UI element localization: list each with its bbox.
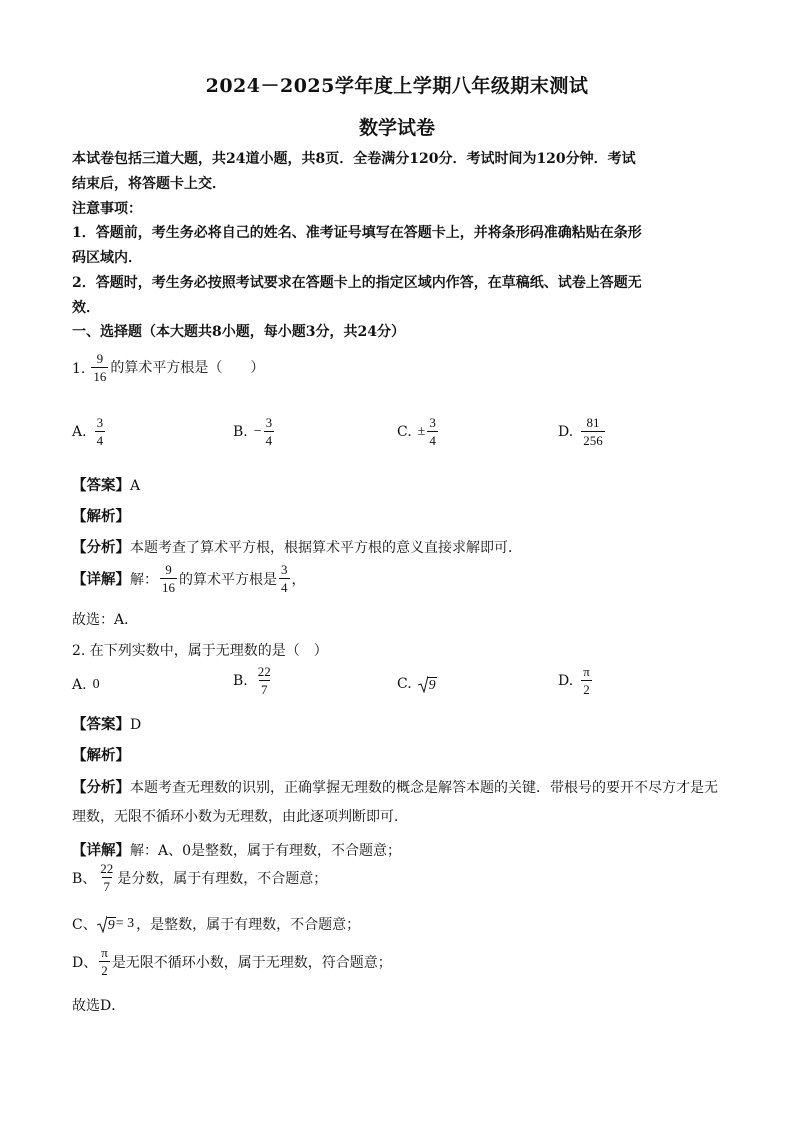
q2-detail-c: C、 9 = 3 ，是整数，属于有理数，不合题意； bbox=[72, 916, 361, 933]
q2-answer: 【答案】D bbox=[72, 716, 142, 733]
exam-subtitle: 数学试卷 bbox=[358, 117, 435, 139]
q2-fenxi-line-1: 【分析】本题考查无理数的识别，正确掌握无理数的概念是解答本题的关键．带根号的要开不尽方才是无 bbox=[72, 779, 718, 796]
q2-conclusion: 故选D． bbox=[72, 998, 126, 1014]
q2-fenxi-line-2: 理数，无限不循环小数为无理数，由此逐项判断即可． bbox=[72, 809, 408, 825]
q1-option-c: C. ± $\frac{3}{4}$ bbox=[397, 415, 436, 448]
question-1-number: 1. bbox=[72, 361, 86, 377]
question-1-stem: 1. $\frac{9}{16}$ 的算术平方根是（ ） bbox=[72, 351, 265, 384]
q1-answer: 【答案】A bbox=[72, 477, 141, 494]
note-1-line-1: 1．答题前，考生务必将自己的姓名、准考证号填写在答题卡上，并将条形码准确粘贴在条形 bbox=[72, 225, 642, 241]
q1-option-a: A. $\frac{3}{4}$ bbox=[72, 415, 104, 448]
note-2-line-2: 效． bbox=[72, 300, 100, 316]
intro-line-2: 结束后，将答题卡上交． bbox=[72, 176, 226, 192]
q1-detail: 【详解】 解： $\frac{9}{16}$ 的算术平方根是 $\frac{3}{4}$ ， bbox=[72, 562, 306, 595]
notes-heading: 注意事项： bbox=[72, 201, 142, 217]
q2-option-d: D. $\frac{\pi}{2}$ bbox=[558, 664, 590, 697]
sqrt-symbol: 9 bbox=[97, 915, 116, 933]
q2-detail-a: 【详解】解：A、0是整数，属于有理数，不合题意； bbox=[72, 842, 402, 859]
q2-option-b: B. $\frac{22}{7}$ bbox=[233, 664, 271, 697]
question-2-stem: 2. 在下列实数中，属于无理数的是（ ） bbox=[72, 643, 328, 659]
q2-detail-b: B、 $\frac{22}{7}$ 是分数，属于有理数，不合题意； bbox=[72, 861, 328, 894]
q2-detail-d: D、 $\frac{\pi}{2}$ 是无限不循环小数，属于无理数，符合题意； bbox=[72, 945, 392, 978]
q1-conclusion: 故选：A． bbox=[72, 612, 139, 628]
q1-fenxi: 【分析】本题考查了算术平方根，根据算术平方根的意义直接求解即可． bbox=[72, 539, 522, 556]
section-heading: 一、选择题（本大题共8小题，每小题3分，共24分） bbox=[72, 324, 405, 340]
q1-analysis-tag: 【解析】 bbox=[72, 508, 130, 525]
sqrt-symbol: 9 bbox=[418, 675, 437, 693]
note-2-line-1: 2．答题时，考生务必按照考试要求在答题卡上的指定区域内作答，在草稿纸、试卷上答题无 bbox=[72, 275, 642, 291]
q1-option-d: D. $\frac{81}{256}$ bbox=[558, 415, 603, 448]
intro-line-1: 本试卷包括三道大题，共24道小题，共8页．全卷满分120分．考试时间为120分钟．考试 bbox=[72, 151, 636, 167]
q2-option-a: A. 0 bbox=[72, 677, 100, 693]
q2-option-c: C. 9 bbox=[397, 676, 436, 693]
q2-analysis-tag: 【解析】 bbox=[72, 747, 130, 764]
question-1-fraction: $\frac{9}{16}$ bbox=[93, 351, 107, 384]
q1-option-b: B. − $\frac{3}{4}$ bbox=[233, 415, 273, 448]
note-1-line-2: 码区域内． bbox=[72, 250, 142, 266]
exam-title: 2024－2025学年度上学期八年级期末测试 bbox=[205, 75, 589, 97]
